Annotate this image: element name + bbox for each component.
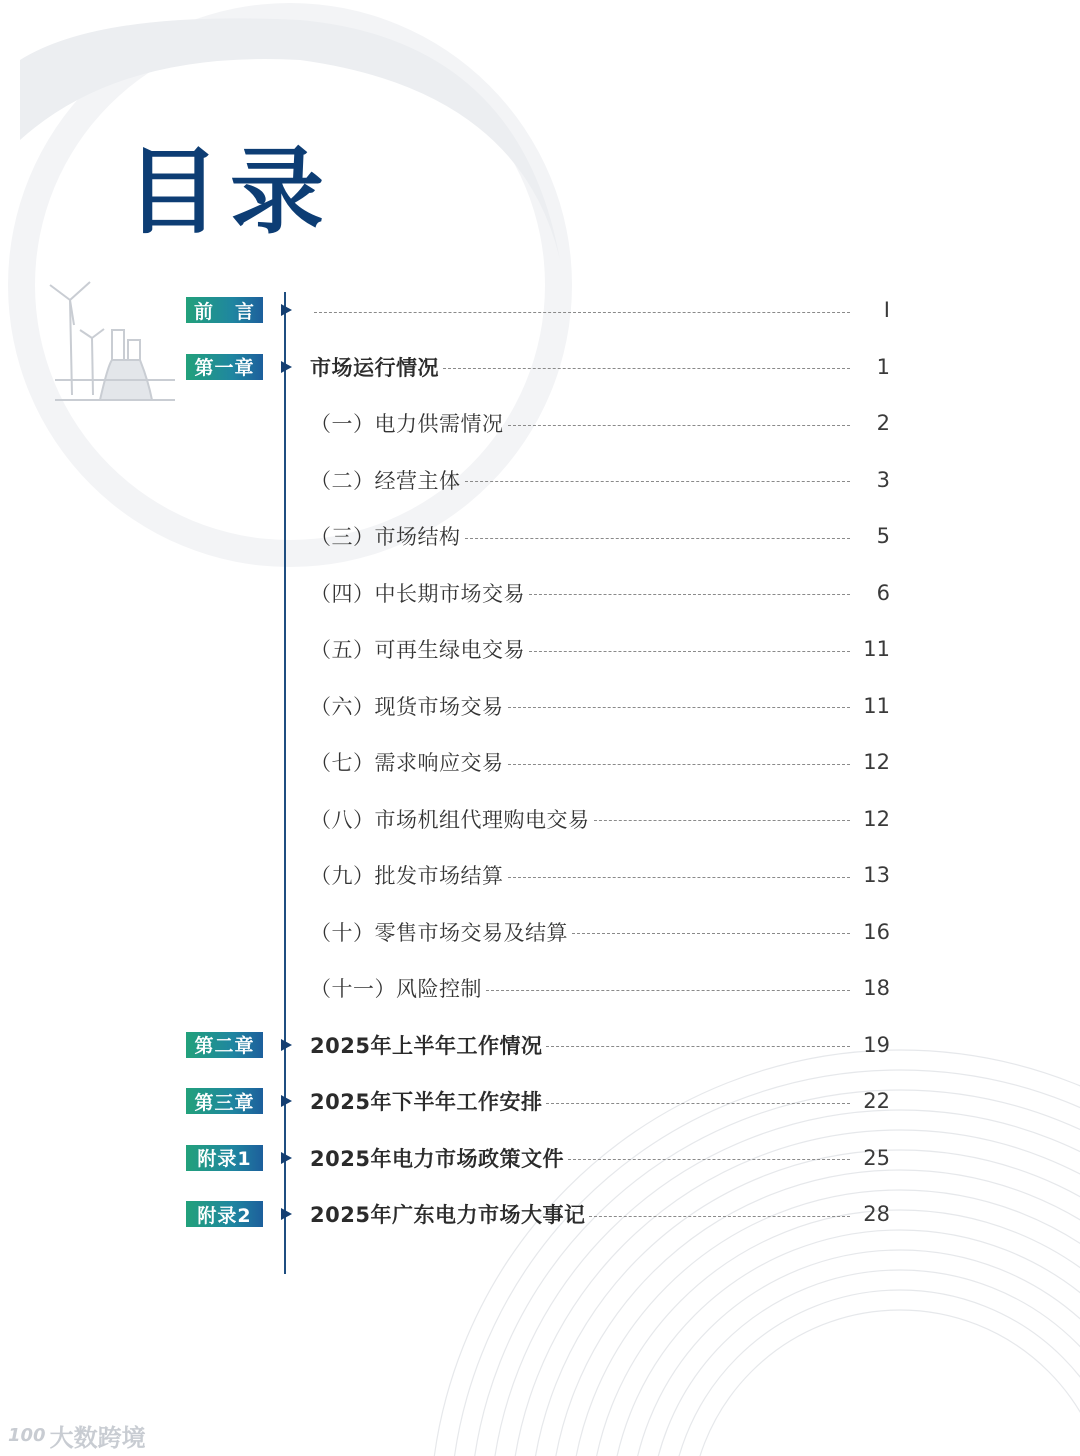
badge-char: 前 [194, 300, 215, 323]
chapter-badge [186, 297, 263, 323]
dot-leader [508, 764, 851, 765]
toc-page-number: 12 [863, 806, 890, 831]
toc-entry[interactable] [310, 403, 890, 443]
dot-leader [508, 707, 851, 708]
dot-leader [594, 820, 851, 821]
chapter-badge: 第三章 [186, 1088, 263, 1114]
toc-page-number: 18 [863, 976, 890, 1000]
watermark-mark: 100 [8, 1424, 46, 1446]
dot-leader [486, 990, 850, 991]
toc-row[interactable] [0, 516, 1080, 556]
toc-page-number: 22 [863, 1089, 890, 1113]
toc-row[interactable] [0, 290, 1080, 330]
toc-entry[interactable] [310, 912, 890, 952]
toc-page-number: 25 [863, 1145, 890, 1170]
toc-entry[interactable] [310, 1025, 890, 1065]
toc-row[interactable] [0, 573, 1080, 613]
toc-entry[interactable] [310, 855, 890, 895]
toc-row[interactable] [0, 1194, 1080, 1234]
toc-page-number: 1 [876, 354, 890, 379]
dot-leader [508, 877, 851, 878]
toc-row[interactable] [0, 347, 1080, 387]
timeline-marker-icon [281, 1095, 292, 1107]
toc-entry-label: 2025年下半年工作安排 [310, 1090, 543, 1114]
toc-row[interactable] [0, 403, 1080, 443]
toc-entry[interactable] [310, 573, 890, 613]
dot-leader [529, 651, 850, 652]
chapter-badge: 附录2 [186, 1201, 263, 1227]
toc-row[interactable] [0, 629, 1080, 669]
toc-row[interactable] [0, 799, 1080, 839]
toc-entry[interactable] [310, 516, 890, 556]
toc-entry-label: （三）市场结构 [310, 525, 461, 549]
toc-entry-label: （十）零售市场交易及结算 [310, 920, 568, 945]
toc-entry[interactable] [310, 347, 890, 387]
dot-leader [465, 481, 851, 482]
watermark [8, 1420, 146, 1450]
toc-row[interactable] [0, 855, 1080, 895]
toc-entry-label: 2025年电力市场政策文件 [310, 1146, 564, 1171]
toc-page-number: 19 [863, 1032, 890, 1057]
toc-page-number: 2 [876, 411, 890, 435]
toc-entry[interactable] [310, 1194, 890, 1234]
toc-entry[interactable] [310, 968, 890, 1008]
toc-entry-label: （六）现货市场交易 [310, 694, 504, 719]
toc-row[interactable] [0, 1138, 1080, 1178]
timeline-marker-icon [281, 361, 292, 373]
chapter-badge: 第一章 [186, 354, 263, 380]
toc-entry[interactable] [310, 1138, 890, 1178]
toc-entry-label: （二）经营主体 [310, 468, 461, 493]
toc-page-number: I [883, 298, 890, 322]
toc-row[interactable] [0, 460, 1080, 500]
toc-entry-label: （四）中长期市场交易 [310, 581, 525, 606]
dot-leader [443, 368, 850, 369]
timeline-marker-icon [281, 1208, 292, 1220]
dot-leader [546, 1046, 850, 1047]
toc-page-number: 12 [863, 750, 890, 774]
page-title: 目录 [126, 138, 335, 247]
dot-leader [589, 1216, 850, 1217]
toc-page-number: 3 [876, 467, 890, 492]
toc-entry-label: 市场运行情况 [310, 355, 439, 380]
toc-row[interactable] [0, 742, 1080, 782]
toc-entry[interactable] [310, 686, 890, 726]
toc-entry[interactable] [310, 629, 890, 669]
chapter-badge: 附录1 [186, 1145, 263, 1171]
watermark-text: 大数跨境 [49, 1423, 146, 1452]
toc-page-number: 11 [863, 693, 890, 718]
toc-row[interactable] [0, 968, 1080, 1008]
toc-row[interactable] [0, 1081, 1080, 1121]
dot-leader [508, 425, 851, 426]
timeline-marker-icon [281, 1152, 292, 1164]
toc-entry-label: （九）批发市场结算 [310, 864, 504, 888]
toc-entry-label: （七）需求响应交易 [310, 751, 504, 775]
toc-page-number: 13 [863, 863, 890, 887]
dot-leader [529, 594, 850, 595]
toc-row[interactable] [0, 1025, 1080, 1065]
timeline-marker-icon [281, 304, 292, 316]
toc-entry-label: （八）市场机组代理购电交易 [310, 807, 590, 832]
toc-entry[interactable] [310, 460, 890, 500]
toc-row[interactable] [0, 912, 1080, 952]
toc-page-number: 28 [863, 1202, 890, 1226]
toc-entry-label: 2025年上半年工作情况 [310, 1033, 543, 1058]
timeline-marker-icon [281, 1039, 292, 1051]
toc-page-number: 6 [876, 580, 890, 605]
toc-entry[interactable] [310, 290, 890, 330]
toc-entry[interactable] [310, 1081, 890, 1121]
toc-row[interactable] [0, 686, 1080, 726]
toc-entry-label: （一）电力供需情况 [310, 412, 504, 436]
toc-page-number: 5 [876, 524, 890, 548]
dot-leader [568, 1159, 850, 1160]
badge-char: 言 [234, 300, 255, 323]
dot-leader [546, 1103, 850, 1104]
toc-entry-label: （五）可再生绿电交易 [310, 638, 525, 662]
toc-entry[interactable] [310, 799, 890, 839]
chapter-badge: 第二章 [186, 1032, 263, 1058]
toc-page-number: 11 [863, 637, 890, 661]
dot-leader [314, 312, 850, 313]
toc-entry-label: 2025年广东电力市场大事记 [310, 1203, 586, 1227]
toc-entry[interactable] [310, 742, 890, 782]
toc-page-number: 16 [863, 919, 890, 944]
dot-leader [465, 538, 851, 539]
dot-leader [572, 933, 850, 934]
toc-entry-label: （十一）风险控制 [310, 977, 482, 1001]
